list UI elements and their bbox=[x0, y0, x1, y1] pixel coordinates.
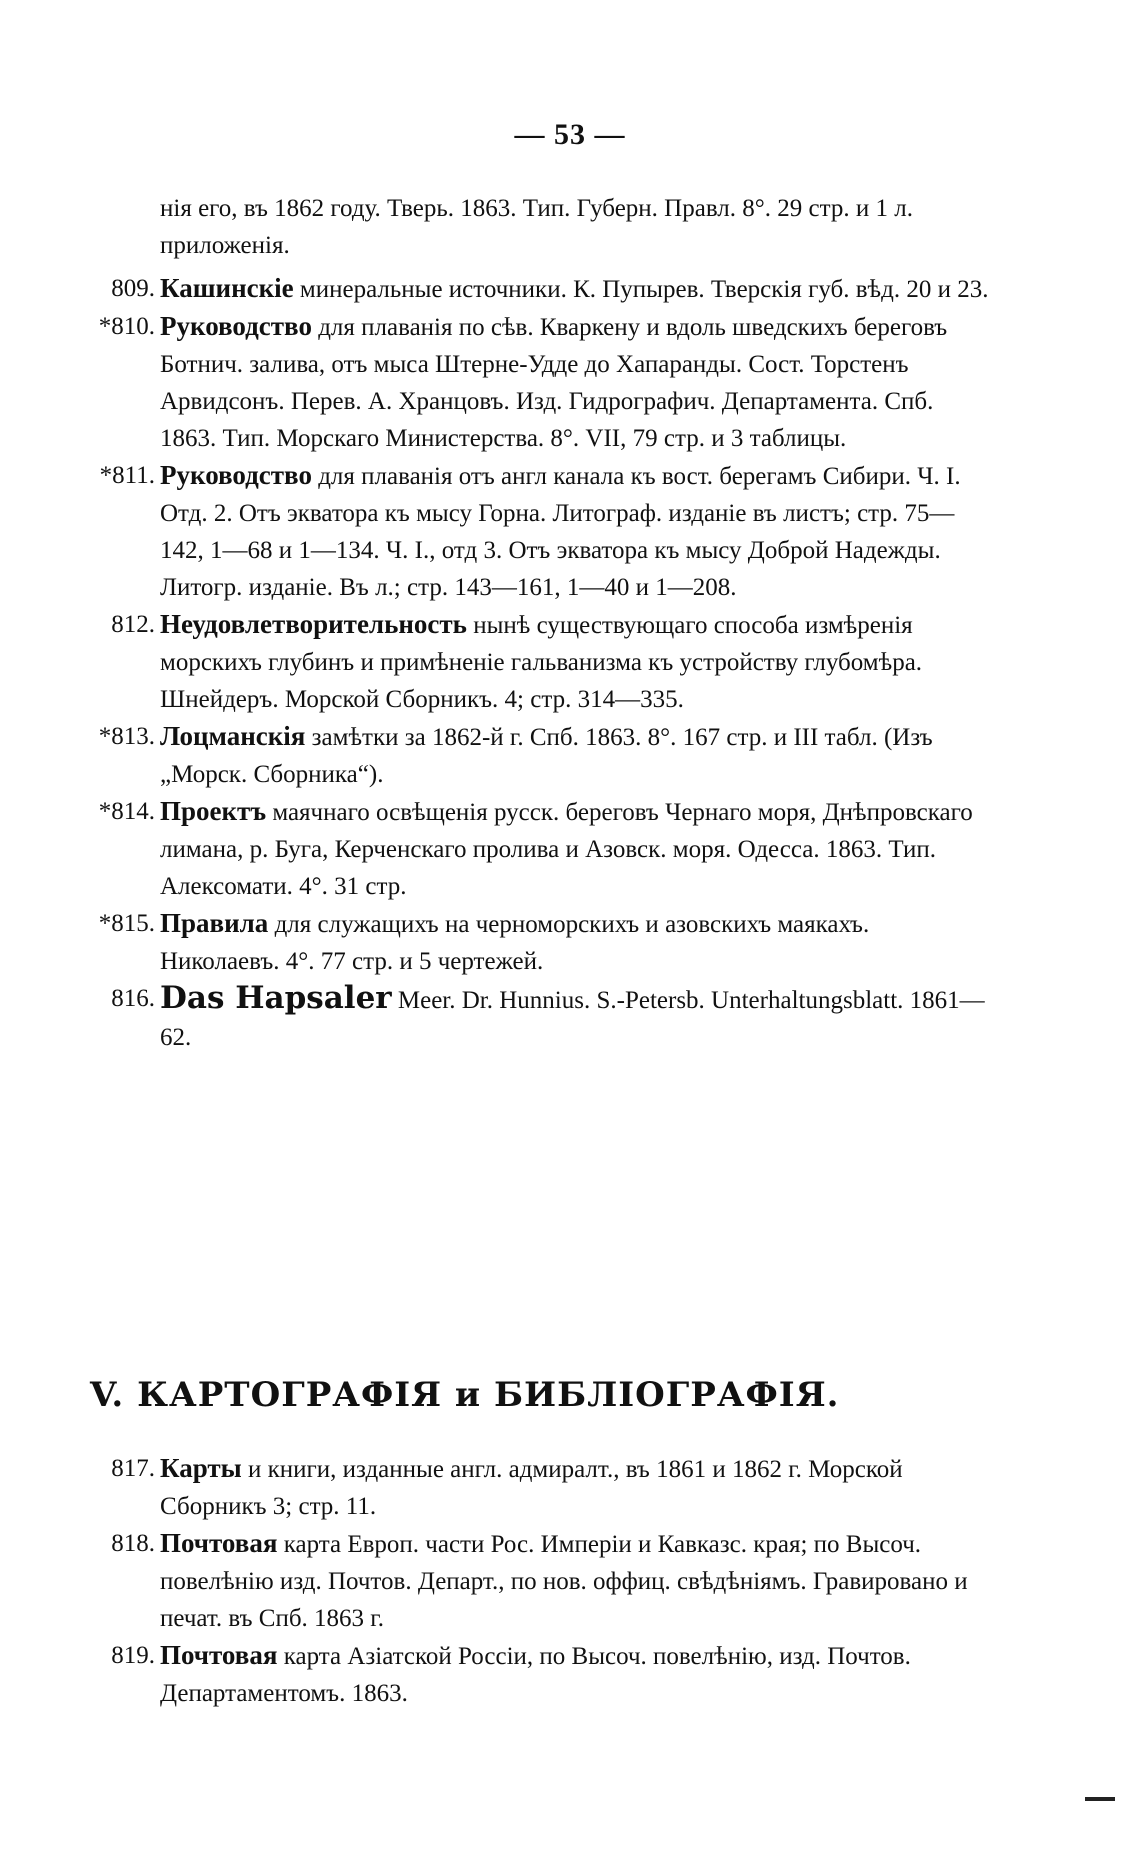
entry-number: *813. bbox=[98, 723, 155, 750]
entry-text: карта Азіатской Россіи, по Высоч. повелѣнію, изд. Почтов. Департаментомъ. 1863. bbox=[160, 1643, 911, 1707]
entry-list-section-5 bbox=[111, 1450, 990, 1712]
entry-text: нынѣ существующаго способа измѣренія морскихъ глубинъ и примѣненіе гальванизма къ устройству глубомѣра. Шнейдеръ. Морской Сборникъ. 4; стр. 314—335. bbox=[160, 612, 923, 713]
bibliography-entry bbox=[111, 1525, 990, 1637]
page-number: — 53 — bbox=[514, 118, 626, 151]
entry-heading: Руководство bbox=[160, 460, 312, 490]
entry-text: Meer. Dr. Hunnius. S.-Petersb. Unterhaltungsblatt. 1861—62. bbox=[160, 987, 985, 1051]
section-heading: V. КАРТОГРАФІЯ и БИБЛІОГРАФІЯ. bbox=[90, 1375, 840, 1415]
corner-mark bbox=[1085, 1797, 1115, 1801]
entry-text: маячнаго освѣщенія русск. береговъ Чернаго моря, Днѣпровскаго лимана, р. Буга, Керченскаго пролива и Азовск. моря. Одесса. 1863. Тип. Алексомати. 4°. 31 стр. bbox=[160, 799, 973, 900]
entry-number: 819. bbox=[111, 1642, 155, 1669]
entry-heading: Кашинскіе bbox=[160, 273, 294, 303]
entry-number: *815. bbox=[98, 910, 155, 937]
entry-heading: Неудовлетворительность bbox=[160, 609, 467, 639]
entry-number: *810. bbox=[98, 313, 155, 340]
entry-heading: Проектъ bbox=[160, 796, 267, 826]
entry-text: для плаванія по сѣв. Кваркену и вдоль шведскихъ береговъ Ботнич. залива, отъ мыса Штерне-Удде до Хапаранды. Сост. Торстенъ Арвидсонъ. Перев. А. Хранцовъ. Изд. Гидрографич. Департамента. Спб. 1863. Тип. Морскаго Министерства. 8°. VII, 79 стр. и 3 таблицы. bbox=[160, 314, 948, 452]
entry-text: для служащихъ на черноморскихъ и азовскихъ маякахъ. Николаевъ. 4°. 77 стр. и 5 чертежей. bbox=[160, 911, 870, 975]
bibliography-entry bbox=[111, 1450, 990, 1525]
entry-text: замѣтки за 1862-й г. Спб. 1863. 8°. 167 стр. и III табл. (Изъ „Морск. Сборника“). bbox=[160, 724, 933, 788]
entry-number: 812. bbox=[111, 611, 155, 638]
bibliography-entry bbox=[98, 793, 990, 905]
bibliography-entry bbox=[111, 606, 990, 718]
entry-number: *811. bbox=[99, 462, 155, 489]
bibliography-entry bbox=[98, 718, 990, 793]
entry-number: 809. bbox=[111, 275, 155, 302]
entry-heading: Почтовая bbox=[160, 1528, 278, 1558]
entry-heading: Карты bbox=[160, 1453, 242, 1483]
entry-heading: Правила bbox=[160, 908, 269, 938]
bibliography-entry bbox=[111, 980, 990, 1056]
entry-heading: Лоцманскія bbox=[160, 721, 306, 751]
bibliography-entry bbox=[98, 308, 990, 457]
continuation-text: нія его, въ 1862 году. Тверь. 1863. Тип. Губерн. Правл. 8°. 29 стр. и 1 л. приложенія. bbox=[160, 195, 913, 259]
entry-heading: Das Hapsaler bbox=[160, 980, 392, 1016]
entry-list-section-4 bbox=[98, 270, 990, 1056]
bibliography-entry bbox=[111, 270, 990, 308]
entry-number: 816. bbox=[111, 985, 155, 1012]
bibliography-entry bbox=[99, 457, 990, 606]
entry-text: для плаванія отъ англ канала къ вост. берегамъ Сибири. Ч. I. Отд. 2. Отъ экватора къ мысу Горна. Литограф. изданіе въ листъ; стр. 75—142, 1—68 и 1—134. Ч. I., отд 3. Отъ экватора къ мысу Доброй Надежды. Литогр. изданіе. Въ л.; стр. 143—161, 1—40 и 1—208. bbox=[160, 463, 961, 601]
entry-number: *814. bbox=[98, 798, 155, 825]
entry-number: 817. bbox=[111, 1455, 155, 1482]
entry-number: 818. bbox=[111, 1530, 155, 1557]
entry-text: карта Европ. части Рос. Имперіи и Кавказс. края; по Высоч. повелѣнію изд. Почтов. Департ., по нов. оффиц. свѣдѣніямъ. Гравировано и печат. въ Спб. 1863 г. bbox=[160, 1531, 968, 1632]
entry-heading: Руководство bbox=[160, 311, 312, 341]
entry-heading: Почтовая bbox=[160, 1640, 278, 1670]
bibliography-entry bbox=[98, 905, 990, 980]
bibliography-entry bbox=[111, 1637, 990, 1712]
entry-text: минеральные источники. К. Пупырев. Тверскія губ. вѣд. 20 и 23. bbox=[293, 276, 989, 303]
entry-text: и книги, изданные англ. адмиралт., въ 1861 и 1862 г. Морской Сборникъ 3; стр. 11. bbox=[160, 1456, 903, 1520]
